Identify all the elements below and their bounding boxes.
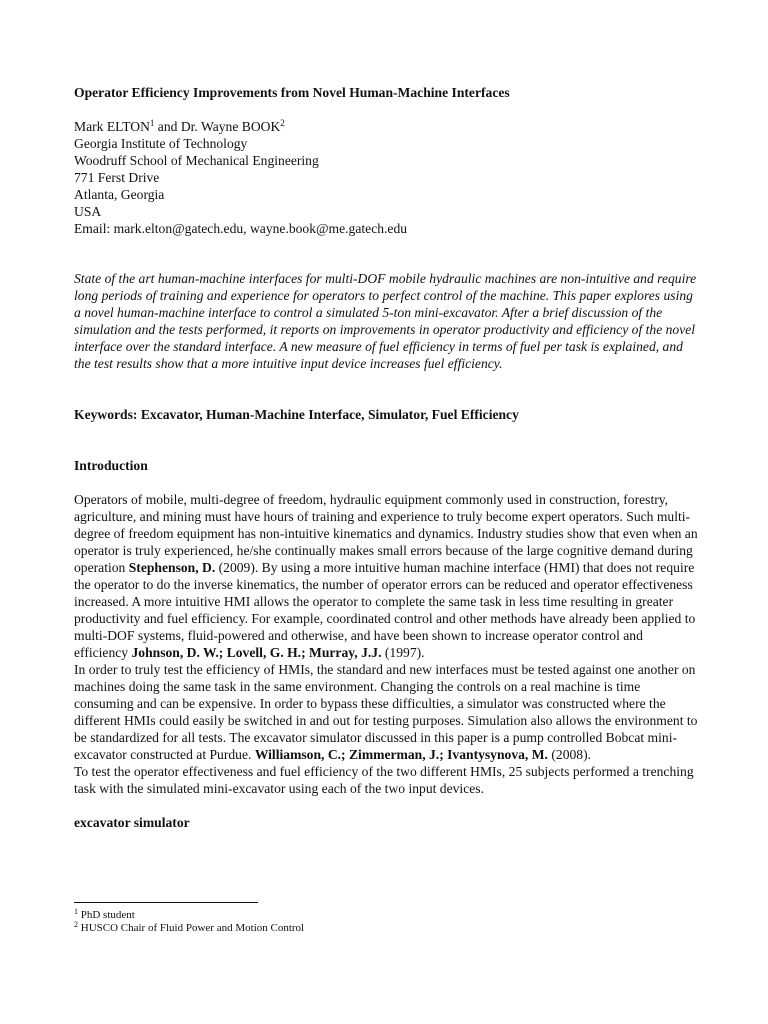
author-block <box>74 118 699 237</box>
footnote-number: 2 <box>74 920 78 929</box>
footnote-text: PhD student <box>80 909 135 921</box>
intro-text: (2009). By using a more intuitive human machine interface (HMI) that does not require the operator to do the inverse kinematics, the number of operator errors can be reduced and operator effectiveness increased. A more intuitive HMI allows the operator to complete the same task in less time resulting in greater productivity and fuel efficiency. For example, coordinated control and other methods have already been applied to multi-DOF systems, fluid-powered and otherwise, and have been shown to increase operator control and efficiency <box>74 560 696 660</box>
footnote-divider <box>74 902 258 903</box>
citation: Johnson, D. W.; Lovell, G. H.; Murray, J.J. <box>131 645 382 660</box>
footnote-mark-1: 1 <box>149 118 155 128</box>
footnote-1 <box>74 909 699 922</box>
intro-paragraph-2 <box>74 661 699 763</box>
affiliation-line: 771 Ferst Drive <box>74 170 160 185</box>
footnote-number: 1 <box>74 907 78 916</box>
intro-paragraph-3: To test the operator effectiveness and fuel efficiency of the two different HMIs, 25 subjects performed a trenching task with the simulated mini-excavator using each of the two input devices. <box>74 764 694 796</box>
abstract: State of the art human-machine interfaces for multi-DOF mobile hydraulic machines are non-intuitive and require long periods of training and experience for operators to perfect control of the machine. This paper explores using a novel human-machine interface to control a simulated 5-ton mini-excavator. After a brief discussion of the simulation and the tests performed, it reports on improvements in operator productivity and efficiency of the novel interface over the standard interface. A new measure of fuel efficiency in terms of fuel per task is explained, and the test results show that a more intuitive input device increases fuel efficiency. <box>74 271 697 371</box>
section-heading-introduction: Introduction <box>74 458 148 473</box>
intro-text: Operators of mobile, multi-degree of freedom, hydraulic equipment commonly used in construction, forestry, agriculture, and mining must have hours of training and experience to truly become expert operators. Such multi-degree of freedom equipment has non-intuitive kinematics and dynamics. Industry studies show that even when an operator is truly experienced, he/she continually makes small errors because of the large cognitive demand during operation <box>74 492 698 575</box>
author-line <box>74 118 699 135</box>
footnote-mark-2: 2 <box>280 118 285 128</box>
affiliation-line: USA <box>74 204 102 219</box>
author-2: and Dr. Wayne BOOK <box>154 119 281 134</box>
intro-text: In order to truly test the efficiency of HMIs, the standard and new interfaces must be tested against one another on machines doing the same task in the same environment. Changing the controls on a real machine is time consuming and can be expensive. In order to bypass these difficulties, a simulator was constructed where the different HMIs could easily be switched in and out for testing purposes. Simulation also allows the environment to be standardized for all tests. The excavator simulator discussed in this paper is a pump controlled Bobcat mini-excavator constructed at Purdue. <box>74 662 698 762</box>
citation: Williamson, C.; Zimmerman, J.; Ivantysynova, M. <box>254 747 548 762</box>
intro-text: (1997). <box>381 645 425 660</box>
section-heading-simulator: excavator simulator <box>74 815 190 830</box>
intro-paragraph-1 <box>74 491 699 661</box>
affiliation-line: Atlanta, Georgia <box>74 187 165 202</box>
footnote-text: HUSCO Chair of Fluid Power and Motion Control <box>80 922 305 934</box>
email-line: Email: mark.elton@gatech.edu, wayne.book@me.gatech.edu <box>74 221 408 236</box>
affiliation-line: Georgia Institute of Technology <box>74 136 248 151</box>
paper-body <box>74 84 699 831</box>
intro-text: (2008). <box>547 747 592 762</box>
footnote-2 <box>74 922 699 935</box>
keywords: Keywords: Excavator, Human-Machine Interface, Simulator, Fuel Efficiency <box>74 407 519 422</box>
citation: Stephenson, D. <box>128 560 216 575</box>
paper-title: Operator Efficiency Improvements from Novel Human-Machine Interfaces <box>74 85 510 100</box>
author-1: Mark ELTON <box>74 119 150 134</box>
footnotes <box>74 902 699 935</box>
affiliation-line: Woodruff School of Mechanical Engineering <box>74 153 319 168</box>
